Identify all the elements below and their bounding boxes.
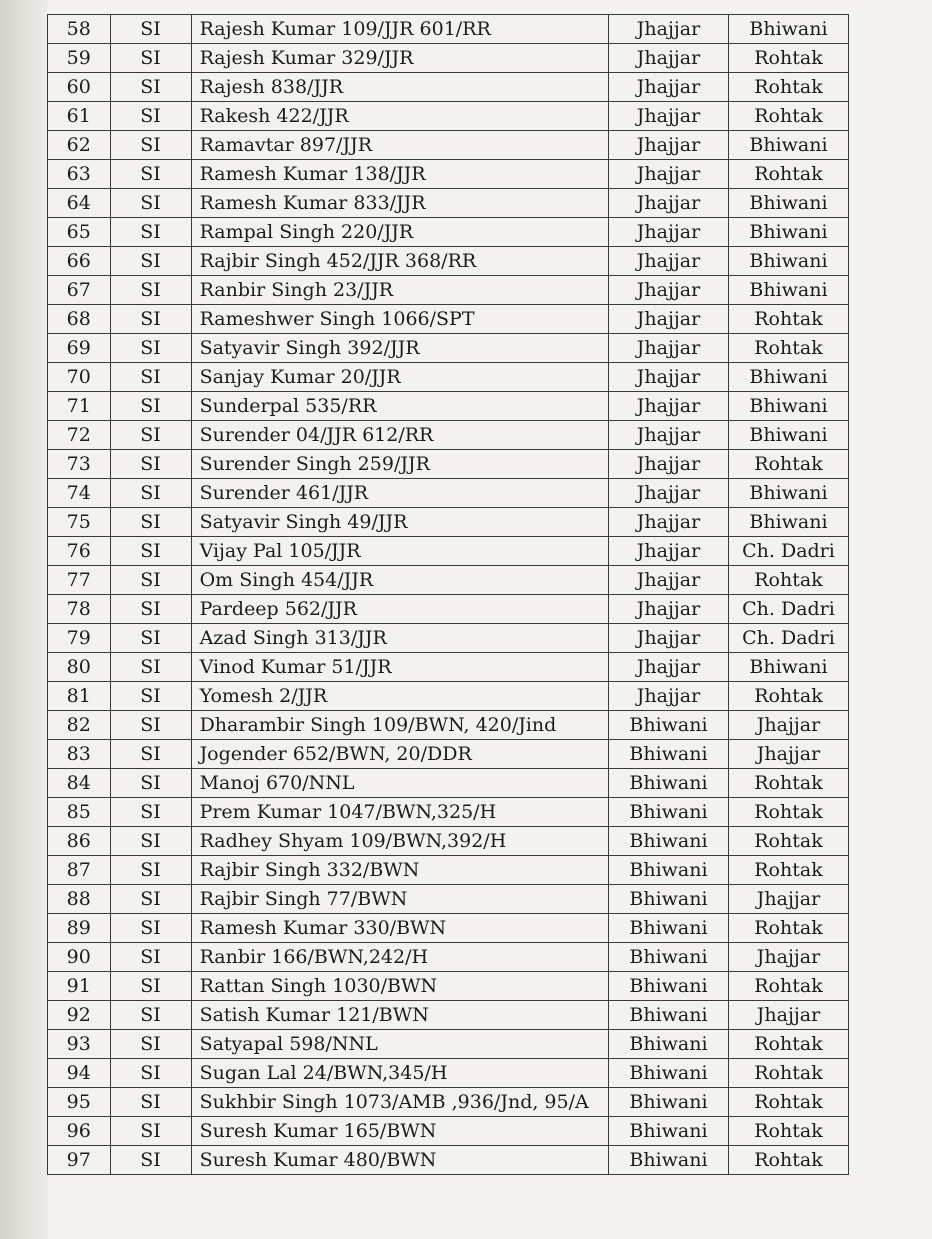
from-district-cell: Jhajjar <box>608 392 728 421</box>
to-district-cell: Rohtak <box>728 450 848 479</box>
rank-cell: SI <box>110 943 191 972</box>
table-row <box>48 1088 849 1117</box>
serial-number-cell: 89 <box>48 914 111 943</box>
serial-number-cell: 65 <box>48 218 111 247</box>
rank-cell: SI <box>110 1030 191 1059</box>
table-row <box>48 334 849 363</box>
serial-number-cell: 71 <box>48 392 111 421</box>
table-row <box>48 537 849 566</box>
to-district-cell: Ch. Dadri <box>728 537 848 566</box>
from-district-cell: Jhajjar <box>608 305 728 334</box>
from-district-cell: Jhajjar <box>608 421 728 450</box>
serial-number-cell: 59 <box>48 44 111 73</box>
serial-number-cell: 76 <box>48 537 111 566</box>
serial-number-cell: 74 <box>48 479 111 508</box>
officer-name-cell: Manoj 670/NNL <box>191 769 608 798</box>
officer-name-cell: Yomesh 2/JJR <box>191 682 608 711</box>
table-row <box>48 1030 849 1059</box>
rank-cell: SI <box>110 247 191 276</box>
officer-name-cell: Azad Singh 313/JJR <box>191 624 608 653</box>
to-district-cell: Bhiwani <box>728 392 848 421</box>
table-row <box>48 885 849 914</box>
from-district-cell: Bhiwani <box>608 769 728 798</box>
officer-name-cell: Ranbir 166/BWN,242/H <box>191 943 608 972</box>
rank-cell: SI <box>110 798 191 827</box>
rank-cell: SI <box>110 1117 191 1146</box>
serial-number-cell: 62 <box>48 131 111 160</box>
officer-name-cell: Pardeep 562/JJR <box>191 595 608 624</box>
rank-cell: SI <box>110 595 191 624</box>
table-row <box>48 44 849 73</box>
serial-number-cell: 84 <box>48 769 111 798</box>
from-district-cell: Jhajjar <box>608 479 728 508</box>
serial-number-cell: 86 <box>48 827 111 856</box>
officer-name-cell: Ranbir Singh 23/JJR <box>191 276 608 305</box>
table-row <box>48 682 849 711</box>
rank-cell: SI <box>110 914 191 943</box>
from-district-cell: Bhiwani <box>608 798 728 827</box>
serial-number-cell: 80 <box>48 653 111 682</box>
table-row <box>48 479 849 508</box>
officer-name-cell: Ramesh Kumar 833/JJR <box>191 189 608 218</box>
from-district-cell: Jhajjar <box>608 653 728 682</box>
from-district-cell: Jhajjar <box>608 189 728 218</box>
from-district-cell: Jhajjar <box>608 247 728 276</box>
officer-name-cell: Satyavir Singh 392/JJR <box>191 334 608 363</box>
serial-number-cell: 96 <box>48 1117 111 1146</box>
serial-number-cell: 66 <box>48 247 111 276</box>
officer-name-cell: Suresh Kumar 165/BWN <box>191 1117 608 1146</box>
from-district-cell: Bhiwani <box>608 1117 728 1146</box>
officer-name-cell: Jogender 652/BWN, 20/DDR <box>191 740 608 769</box>
to-district-cell: Rohtak <box>728 102 848 131</box>
officer-name-cell: Ramesh Kumar 330/BWN <box>191 914 608 943</box>
from-district-cell: Jhajjar <box>608 595 728 624</box>
to-district-cell: Bhiwani <box>728 508 848 537</box>
serial-number-cell: 77 <box>48 566 111 595</box>
serial-number-cell: 87 <box>48 856 111 885</box>
from-district-cell: Jhajjar <box>608 334 728 363</box>
table-row <box>48 798 849 827</box>
from-district-cell: Jhajjar <box>608 73 728 102</box>
serial-number-cell: 95 <box>48 1088 111 1117</box>
rank-cell: SI <box>110 305 191 334</box>
serial-number-cell: 78 <box>48 595 111 624</box>
to-district-cell: Rohtak <box>728 305 848 334</box>
rank-cell: SI <box>110 856 191 885</box>
officer-name-cell: Rajesh Kumar 329/JJR <box>191 44 608 73</box>
officer-name-cell: Surender Singh 259/JJR <box>191 450 608 479</box>
table-row <box>48 711 849 740</box>
officer-name-cell: Rajbir Singh 452/JJR 368/RR <box>191 247 608 276</box>
table-row <box>48 914 849 943</box>
table-row <box>48 856 849 885</box>
to-district-cell: Ch. Dadri <box>728 595 848 624</box>
to-district-cell: Rohtak <box>728 1059 848 1088</box>
officer-name-cell: Rajbir Singh 332/BWN <box>191 856 608 885</box>
serial-number-cell: 73 <box>48 450 111 479</box>
officer-name-cell: Dharambir Singh 109/BWN, 420/Jind <box>191 711 608 740</box>
serial-number-cell: 91 <box>48 972 111 1001</box>
officer-name-cell: Rajbir Singh 77/BWN <box>191 885 608 914</box>
table-row <box>48 276 849 305</box>
from-district-cell: Bhiwani <box>608 1059 728 1088</box>
rank-cell: SI <box>110 450 191 479</box>
rank-cell: SI <box>110 508 191 537</box>
serial-number-cell: 63 <box>48 160 111 189</box>
rank-cell: SI <box>110 73 191 102</box>
rank-cell: SI <box>110 566 191 595</box>
page-edge-shadow <box>0 0 48 1239</box>
from-district-cell: Jhajjar <box>608 276 728 305</box>
officer-name-cell: Sukhbir Singh 1073/AMB ,936/Jnd, 95/A <box>191 1088 608 1117</box>
from-district-cell: Jhajjar <box>608 160 728 189</box>
serial-number-cell: 81 <box>48 682 111 711</box>
to-district-cell: Bhiwani <box>728 653 848 682</box>
officer-name-cell: Sugan Lal 24/BWN,345/H <box>191 1059 608 1088</box>
to-district-cell: Rohtak <box>728 334 848 363</box>
table-row <box>48 1059 849 1088</box>
serial-number-cell: 93 <box>48 1030 111 1059</box>
from-district-cell: Jhajjar <box>608 218 728 247</box>
rank-cell: SI <box>110 1088 191 1117</box>
officer-name-cell: Rajesh 838/JJR <box>191 73 608 102</box>
table-row <box>48 73 849 102</box>
to-district-cell: Bhiwani <box>728 363 848 392</box>
table-row <box>48 15 849 44</box>
from-district-cell: Bhiwani <box>608 943 728 972</box>
rank-cell: SI <box>110 682 191 711</box>
table-row <box>48 943 849 972</box>
from-district-cell: Bhiwani <box>608 1088 728 1117</box>
to-district-cell: Rohtak <box>728 1117 848 1146</box>
officer-name-cell: Om Singh 454/JJR <box>191 566 608 595</box>
from-district-cell: Jhajjar <box>608 624 728 653</box>
to-district-cell: Rohtak <box>728 1030 848 1059</box>
to-district-cell: Rohtak <box>728 914 848 943</box>
rank-cell: SI <box>110 537 191 566</box>
rank-cell: SI <box>110 218 191 247</box>
to-district-cell: Rohtak <box>728 1146 848 1175</box>
from-district-cell: Bhiwani <box>608 972 728 1001</box>
table-row <box>48 769 849 798</box>
officer-name-cell: Rampal Singh 220/JJR <box>191 218 608 247</box>
officer-name-cell: Surender 04/JJR 612/RR <box>191 421 608 450</box>
rank-cell: SI <box>110 479 191 508</box>
officer-name-cell: Rakesh 422/JJR <box>191 102 608 131</box>
serial-number-cell: 58 <box>48 15 111 44</box>
from-district-cell: Jhajjar <box>608 566 728 595</box>
table-row <box>48 189 849 218</box>
rank-cell: SI <box>110 972 191 1001</box>
officer-name-cell: Suresh Kumar 480/BWN <box>191 1146 608 1175</box>
to-district-cell: Rohtak <box>728 827 848 856</box>
officer-name-cell: Prem Kumar 1047/BWN,325/H <box>191 798 608 827</box>
table-row <box>48 392 849 421</box>
rank-cell: SI <box>110 363 191 392</box>
to-district-cell: Jhajjar <box>728 711 848 740</box>
officer-name-cell: Rajesh Kumar 109/JJR 601/RR <box>191 15 608 44</box>
serial-number-cell: 94 <box>48 1059 111 1088</box>
table-row <box>48 218 849 247</box>
serial-number-cell: 70 <box>48 363 111 392</box>
from-district-cell: Jhajjar <box>608 537 728 566</box>
from-district-cell: Bhiwani <box>608 1001 728 1030</box>
rank-cell: SI <box>110 334 191 363</box>
to-district-cell: Jhajjar <box>728 1001 848 1030</box>
to-district-cell: Bhiwani <box>728 276 848 305</box>
serial-number-cell: 92 <box>48 1001 111 1030</box>
table-row <box>48 305 849 334</box>
serial-number-cell: 79 <box>48 624 111 653</box>
from-district-cell: Jhajjar <box>608 682 728 711</box>
from-district-cell: Jhajjar <box>608 102 728 131</box>
from-district-cell: Bhiwani <box>608 914 728 943</box>
from-district-cell: Jhajjar <box>608 508 728 537</box>
officer-name-cell: Rattan Singh 1030/BWN <box>191 972 608 1001</box>
table-row <box>48 450 849 479</box>
officer-name-cell: Ramesh Kumar 138/JJR <box>191 160 608 189</box>
rank-cell: SI <box>110 102 191 131</box>
serial-number-cell: 69 <box>48 334 111 363</box>
rank-cell: SI <box>110 189 191 218</box>
serial-number-cell: 82 <box>48 711 111 740</box>
rank-cell: SI <box>110 740 191 769</box>
rank-cell: SI <box>110 392 191 421</box>
rank-cell: SI <box>110 15 191 44</box>
from-district-cell: Bhiwani <box>608 856 728 885</box>
table-row <box>48 1117 849 1146</box>
serial-number-cell: 90 <box>48 943 111 972</box>
table-row <box>48 740 849 769</box>
from-district-cell: Bhiwani <box>608 740 728 769</box>
table-row <box>48 102 849 131</box>
table-row <box>48 421 849 450</box>
to-district-cell: Rohtak <box>728 856 848 885</box>
serial-number-cell: 67 <box>48 276 111 305</box>
to-district-cell: Jhajjar <box>728 943 848 972</box>
officer-name-cell: Vinod Kumar 51/JJR <box>191 653 608 682</box>
rank-cell: SI <box>110 131 191 160</box>
from-district-cell: Bhiwani <box>608 1146 728 1175</box>
table-row <box>48 247 849 276</box>
rank-cell: SI <box>110 827 191 856</box>
rank-cell: SI <box>110 624 191 653</box>
table-row <box>48 827 849 856</box>
to-district-cell: Jhajjar <box>728 885 848 914</box>
from-district-cell: Bhiwani <box>608 827 728 856</box>
serial-number-cell: 83 <box>48 740 111 769</box>
to-district-cell: Rohtak <box>728 160 848 189</box>
to-district-cell: Rohtak <box>728 798 848 827</box>
officer-name-cell: Vijay Pal 105/JJR <box>191 537 608 566</box>
from-district-cell: Jhajjar <box>608 131 728 160</box>
serial-number-cell: 60 <box>48 73 111 102</box>
table-row <box>48 160 849 189</box>
table-row <box>48 363 849 392</box>
to-district-cell: Bhiwani <box>728 131 848 160</box>
to-district-cell: Rohtak <box>728 566 848 595</box>
serial-number-cell: 68 <box>48 305 111 334</box>
officer-name-cell: Satish Kumar 121/BWN <box>191 1001 608 1030</box>
table-row <box>48 508 849 537</box>
from-district-cell: Jhajjar <box>608 44 728 73</box>
to-district-cell: Rohtak <box>728 972 848 1001</box>
rank-cell: SI <box>110 1001 191 1030</box>
rank-cell: SI <box>110 769 191 798</box>
from-district-cell: Bhiwani <box>608 885 728 914</box>
to-district-cell: Rohtak <box>728 682 848 711</box>
officer-name-cell: Rameshwer Singh 1066/SPT <box>191 305 608 334</box>
rank-cell: SI <box>110 421 191 450</box>
to-district-cell: Bhiwani <box>728 189 848 218</box>
table-row <box>48 595 849 624</box>
serial-number-cell: 75 <box>48 508 111 537</box>
table-row <box>48 566 849 595</box>
from-district-cell: Bhiwani <box>608 1030 728 1059</box>
officer-name-cell: Ramavtar 897/JJR <box>191 131 608 160</box>
table-row <box>48 653 849 682</box>
officer-name-cell: Surender 461/JJR <box>191 479 608 508</box>
table-row <box>48 1001 849 1030</box>
from-district-cell: Jhajjar <box>608 363 728 392</box>
table-row <box>48 1146 849 1175</box>
to-district-cell: Jhajjar <box>728 740 848 769</box>
to-district-cell: Rohtak <box>728 73 848 102</box>
to-district-cell: Rohtak <box>728 1088 848 1117</box>
rank-cell: SI <box>110 1059 191 1088</box>
serial-number-cell: 61 <box>48 102 111 131</box>
from-district-cell: Jhajjar <box>608 450 728 479</box>
officer-name-cell: Sunderpal 535/RR <box>191 392 608 421</box>
serial-number-cell: 64 <box>48 189 111 218</box>
transfer-table-body <box>48 15 849 1175</box>
officer-name-cell: Sanjay Kumar 20/JJR <box>191 363 608 392</box>
officer-name-cell: Satyavir Singh 49/JJR <box>191 508 608 537</box>
from-district-cell: Bhiwani <box>608 711 728 740</box>
officer-name-cell: Radhey Shyam 109/BWN,392/H <box>191 827 608 856</box>
rank-cell: SI <box>110 653 191 682</box>
serial-number-cell: 88 <box>48 885 111 914</box>
table-row <box>48 972 849 1001</box>
serial-number-cell: 97 <box>48 1146 111 1175</box>
rank-cell: SI <box>110 160 191 189</box>
from-district-cell: Jhajjar <box>608 15 728 44</box>
to-district-cell: Bhiwani <box>728 15 848 44</box>
officer-name-cell: Satyapal 598/NNL <box>191 1030 608 1059</box>
to-district-cell: Bhiwani <box>728 479 848 508</box>
to-district-cell: Ch. Dadri <box>728 624 848 653</box>
serial-number-cell: 72 <box>48 421 111 450</box>
transfer-table <box>47 14 849 1175</box>
to-district-cell: Rohtak <box>728 769 848 798</box>
to-district-cell: Bhiwani <box>728 247 848 276</box>
to-district-cell: Rohtak <box>728 44 848 73</box>
rank-cell: SI <box>110 885 191 914</box>
rank-cell: SI <box>110 1146 191 1175</box>
table-row <box>48 624 849 653</box>
serial-number-cell: 85 <box>48 798 111 827</box>
to-district-cell: Bhiwani <box>728 421 848 450</box>
rank-cell: SI <box>110 44 191 73</box>
to-district-cell: Bhiwani <box>728 218 848 247</box>
rank-cell: SI <box>110 711 191 740</box>
table-row <box>48 131 849 160</box>
rank-cell: SI <box>110 276 191 305</box>
